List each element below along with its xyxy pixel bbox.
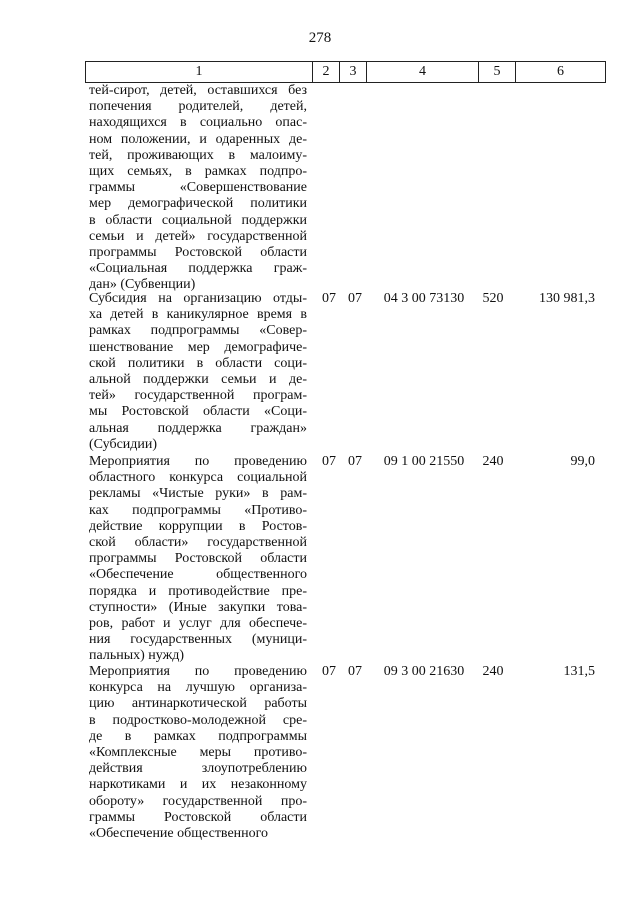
table-header xyxy=(85,61,606,83)
description-line: «Комплексные меры противо- xyxy=(89,744,307,760)
description-line: де в рамках подпрограммы xyxy=(89,728,307,744)
target-article-code: 09 1 00 21550 xyxy=(383,454,465,469)
section-code: 07 xyxy=(322,664,336,679)
description-line: «Обеспечение общественного xyxy=(89,825,269,841)
description-line: ния государственных (муници- xyxy=(89,632,307,648)
section-code: 07 xyxy=(322,291,336,306)
description-line: Мероприятия по проведению xyxy=(89,664,307,679)
header-col-5: 5 xyxy=(479,62,516,83)
description-line: ном положении, и одаренных де- xyxy=(89,131,307,147)
expense-type-code: 240 xyxy=(482,664,504,679)
amount-value: 131,5 xyxy=(563,664,595,679)
target-article-code xyxy=(372,83,476,99)
section-code: 07 xyxy=(322,454,336,469)
description-line: дан» (Субвенции) xyxy=(89,277,196,293)
header-col-6: 6 xyxy=(516,62,606,83)
description-line: в подростково-молодежной сре- xyxy=(89,712,307,728)
description-line: программы Ростовской области xyxy=(89,551,307,567)
description-line: (Субсидии) xyxy=(89,436,158,452)
description-line: «Социальная поддержка граж- xyxy=(89,261,307,277)
amount-value: 99,0 xyxy=(570,454,595,469)
page-number: 278 xyxy=(308,30,332,46)
header-col-1: 1 xyxy=(86,62,313,83)
expense-type-code xyxy=(478,83,508,99)
subsection-code: 07 xyxy=(348,454,362,469)
description-line: шенствование мер демографиче- xyxy=(89,339,307,355)
row-description xyxy=(89,83,307,293)
description-line: Субсидия на организацию отды- xyxy=(89,291,307,306)
description-line: семьи и детей» государственной xyxy=(89,228,307,244)
subsection-code: 07 xyxy=(348,291,362,306)
target-article-code: 09 3 00 21630 xyxy=(383,664,465,679)
description-line: действия злоупотреблению xyxy=(89,761,307,777)
row-description xyxy=(89,454,307,664)
description-line: наркотиками и их незаконному xyxy=(89,777,307,793)
description-line: цию антинаркотической работы xyxy=(89,696,307,712)
row-description xyxy=(89,291,307,453)
row-description xyxy=(89,664,307,842)
description-line: попечения родителей, детей, xyxy=(89,99,307,115)
description-line: тей» государственной програм- xyxy=(89,388,307,404)
description-line: тей-сирот, детей, оставшихся без xyxy=(89,83,307,98)
header-col-3: 3 xyxy=(340,62,367,83)
description-line: порядка и противодействие пре- xyxy=(89,583,307,599)
description-line: программы Ростовской области xyxy=(89,244,307,260)
description-line: альной поддержки семьи и де- xyxy=(89,371,307,387)
expense-type-code: 240 xyxy=(482,454,504,469)
description-line: мы Ростовской области «Соци- xyxy=(89,404,307,420)
description-line: щих семьях, в рамках подпро- xyxy=(89,163,307,179)
description-line: мер демографической политики xyxy=(89,196,307,212)
description-line: «Обеспечение общественного xyxy=(89,567,307,583)
description-line: тей, проживающих в малоиму- xyxy=(89,147,307,163)
description-line: конкурса на лучшую организа- xyxy=(89,680,307,696)
description-line: рамках подпрограммы «Совер- xyxy=(89,323,307,339)
description-line: ха детей в каникулярное время в xyxy=(89,307,307,323)
description-line: граммы «Совершенствование xyxy=(89,180,307,196)
subsection-code: 07 xyxy=(348,664,362,679)
description-line: Мероприятия по проведению xyxy=(89,454,307,469)
description-line: действие коррупции в Ростов- xyxy=(89,518,307,534)
subsection-code xyxy=(347,83,363,99)
description-line: ступности» (Иные закупки това- xyxy=(89,599,307,615)
expense-type-code: 520 xyxy=(482,291,504,306)
description-line: находящихся в социально опас- xyxy=(89,115,307,131)
section-code xyxy=(321,83,337,99)
description-line: пальных) нужд) xyxy=(89,648,185,664)
description-line: ках подпрограммы «Противо- xyxy=(89,502,307,518)
description-line: ров, работ и услуг для обеспече- xyxy=(89,615,307,631)
amount-value xyxy=(509,83,595,99)
description-line: рекламы «Чистые руки» в рам- xyxy=(89,486,307,502)
description-line: альная поддержка граждан» xyxy=(89,420,307,436)
header-col-4: 4 xyxy=(367,62,479,83)
description-line: ской политики в области соци- xyxy=(89,355,307,371)
header-col-2: 2 xyxy=(313,62,340,83)
description-line: ской области» государственной xyxy=(89,534,307,550)
amount-value: 130 981,3 xyxy=(539,291,595,306)
target-article-code: 04 3 00 73130 xyxy=(383,291,465,306)
description-line: граммы Ростовской области xyxy=(89,809,307,825)
description-line: обороту» государственной про- xyxy=(89,793,307,809)
description-line: в области социальной поддержки xyxy=(89,212,307,228)
description-line: областного конкурса социальной xyxy=(89,470,307,486)
